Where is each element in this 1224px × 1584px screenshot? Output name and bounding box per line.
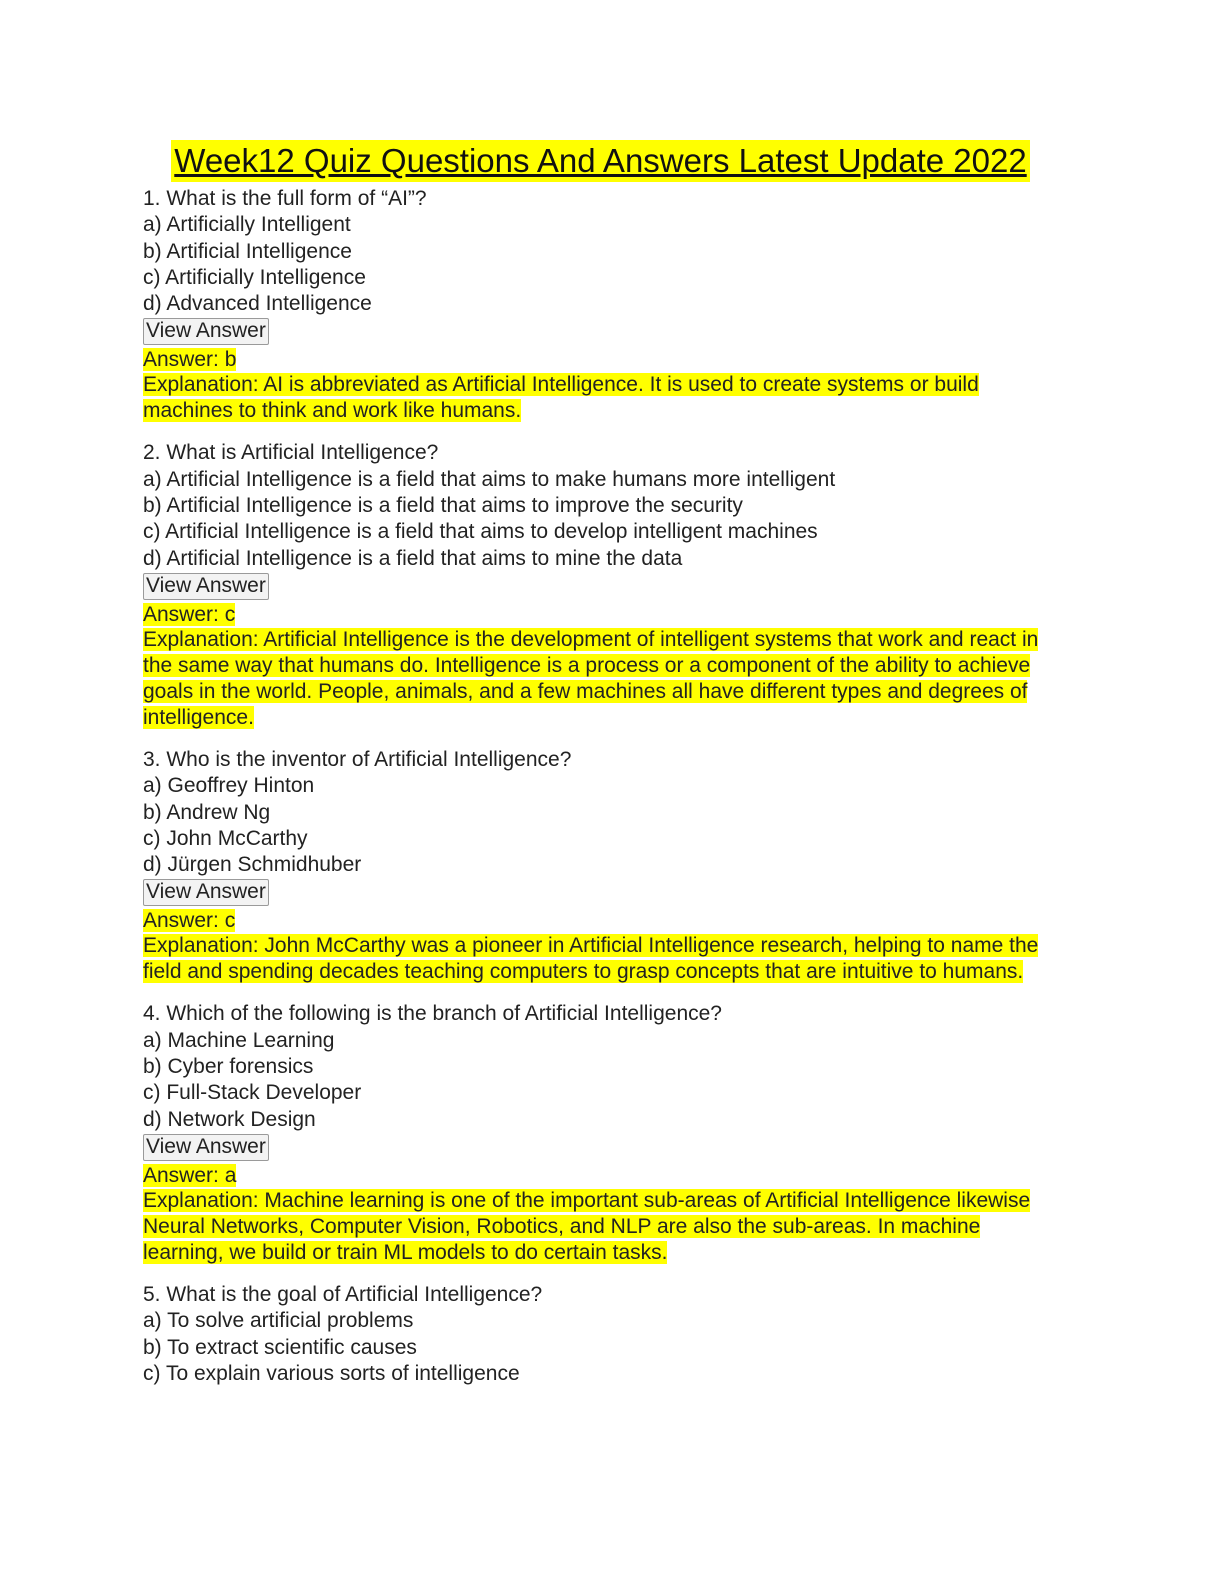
option-a: a) To solve artificial problems — [143, 1309, 414, 1333]
option-d: d) Advanced Intelligence — [143, 292, 372, 316]
question-text: 4. Which of the following is the branch of Artificial Intelligence? — [143, 1002, 722, 1026]
answer-line — [143, 1163, 1058, 1188]
explanation — [143, 933, 1058, 985]
option-c: c) Artificial Intelligence is a field that aims to develop intelligent machines — [143, 520, 818, 544]
option-b: b) Cyber forensics — [143, 1055, 314, 1079]
answer-text: Answer: a — [143, 1163, 237, 1187]
explanation-text: Explanation: John McCarthy was a pioneer in Artificial Intelligence research, helping to name the field and spending decades teaching computers to grasp concepts that are intuitive to humans. — [143, 934, 1039, 984]
answer-line — [143, 602, 1058, 627]
option-c: c) Artificially Intelligence — [143, 265, 366, 289]
answer-line — [143, 908, 1058, 933]
option-b: b) Artificial Intelligence is a field that aims to improve the security — [143, 494, 743, 518]
option-c: c) To explain various sorts of intelligence — [143, 1361, 520, 1385]
view-answer-button[interactable]: View Answer — [143, 318, 269, 345]
question-text: 2. What is Artificial Intelligence? — [143, 441, 439, 465]
option-a: a) Artificially Intelligent — [143, 213, 351, 237]
page-title: Week12 Quiz Questions And Answers Latest Update 2022 — [171, 140, 1029, 182]
question-1 — [143, 186, 1058, 424]
option-b: b) Andrew Ng — [143, 800, 271, 824]
question-text: 5. What is the goal of Artificial Intelligence? — [143, 1282, 543, 1306]
option-d: d) Network Design — [143, 1107, 316, 1131]
option-a: a) Artificial Intelligence is a field that aims to make humans more intelligent — [143, 467, 836, 491]
option-d: d) Jürgen Schmidhuber — [143, 853, 362, 877]
option-a: a) Geoffrey Hinton — [143, 774, 315, 798]
view-answer-button[interactable]: View Answer — [143, 573, 269, 600]
answer-text: Answer: b — [143, 348, 237, 372]
title-row — [143, 140, 1058, 182]
question-text: 3. Who is the inventor of Artificial Intelligence? — [143, 747, 572, 771]
question-3 — [143, 747, 1058, 985]
explanation-text: Explanation: AI is abbreviated as Artificial Intelligence. It is used to create systems or build machines to think and work like humans. — [143, 373, 979, 423]
explanation-text: Explanation: Machine learning is one of the important sub-areas of Artificial Intelligence likewise Neural Networks, Computer Vision, Robotics, and NLP are also the sub-areas. In machine learning, we build or train ML models to do certain tasks. — [143, 1188, 1031, 1264]
view-answer-button[interactable]: View Answer — [143, 1134, 269, 1161]
explanation — [143, 627, 1058, 731]
option-b: b) Artificial Intelligence — [143, 239, 352, 263]
explanation — [143, 372, 1058, 424]
question-5 — [143, 1282, 1058, 1387]
answer-text: Answer: c — [143, 602, 236, 626]
document-page — [143, 140, 1058, 1403]
option-d: d) Artificial Intelligence is a field that aims to mine the data — [143, 546, 683, 570]
question-2 — [143, 440, 1058, 730]
option-a: a) Machine Learning — [143, 1028, 335, 1052]
answer-text: Answer: c — [143, 909, 236, 933]
view-answer-button[interactable]: View Answer — [143, 879, 269, 906]
option-b: b) To extract scientific causes — [143, 1335, 417, 1359]
answer-line — [143, 347, 1058, 372]
option-c: c) John McCarthy — [143, 826, 308, 850]
explanation-text: Explanation: Artificial Intelligence is the development of intelligent systems that work and react in the same way that humans do. Intelligence is a process or a component of the ability to achieve goals in the world. People, animals, and a few machines all have different types and degrees of intelligence. — [143, 627, 1039, 729]
question-4 — [143, 1001, 1058, 1265]
explanation — [143, 1188, 1058, 1266]
question-text: 1. What is the full form of “AI”? — [143, 187, 427, 210]
option-c: c) Full-Stack Developer — [143, 1081, 362, 1105]
